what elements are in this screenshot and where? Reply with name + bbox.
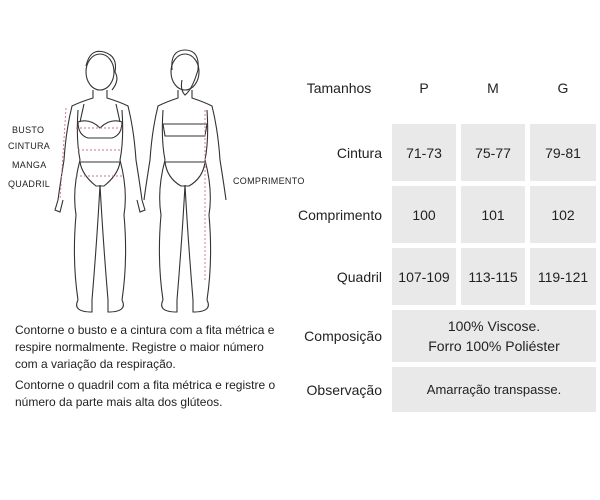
- label-comprimento: COMPRIMENTO: [233, 176, 305, 186]
- composicao-line-2: Forro 100% Poliéster: [428, 338, 560, 354]
- composicao-line-1: 100% Viscose.: [447, 318, 541, 334]
- label-cintura: CINTURA: [8, 141, 51, 151]
- cell-cintura-m: 75-77: [461, 124, 525, 181]
- cell-cintura-g: 79-81: [530, 124, 596, 181]
- cell-composicao: [392, 310, 596, 362]
- row-label-comprimento: Comprimento: [297, 207, 382, 223]
- cell-observacao: Amarração transpasse.: [392, 367, 596, 412]
- row-label-observacao: Observação: [306, 382, 382, 398]
- row-label-composicao: Composição: [304, 328, 382, 344]
- row-label-cintura: Cintura: [336, 145, 382, 161]
- cell-quadril-g: 119-121: [530, 248, 596, 305]
- label-quadril: QUADRIL: [8, 179, 51, 189]
- row-label-quadril: Quadril: [336, 269, 382, 285]
- header-tamanhos: Tamanhos: [306, 80, 372, 96]
- label-busto: BUSTO: [12, 125, 45, 135]
- size-table: [290, 0, 600, 500]
- header-size-m: M: [487, 80, 499, 96]
- instruction-busto-cintura: Contorne o busto e a cintura com a fita métrica e respire normalmente. Registre o maior número com a variação da respiração.: [15, 323, 275, 371]
- header-size-g: G: [557, 80, 569, 96]
- cell-comprimento-p: 100: [392, 186, 456, 243]
- manga-guide: [60, 108, 66, 200]
- header-size-p: P: [419, 80, 429, 96]
- cell-comprimento-g: 102: [530, 186, 596, 243]
- body-measurement-figure: [0, 0, 310, 320]
- cell-cintura-p: 71-73: [392, 124, 456, 181]
- cell-quadril-p: 107-109: [392, 248, 456, 305]
- cell-comprimento-m: 101: [461, 186, 525, 243]
- cell-quadril-m: 113-115: [461, 248, 525, 305]
- instruction-quadril: Contorne o quadril com a fita métrica e registre o número da parte mais alta dos glúteos.: [15, 378, 276, 409]
- label-manga: MANGA: [12, 160, 47, 170]
